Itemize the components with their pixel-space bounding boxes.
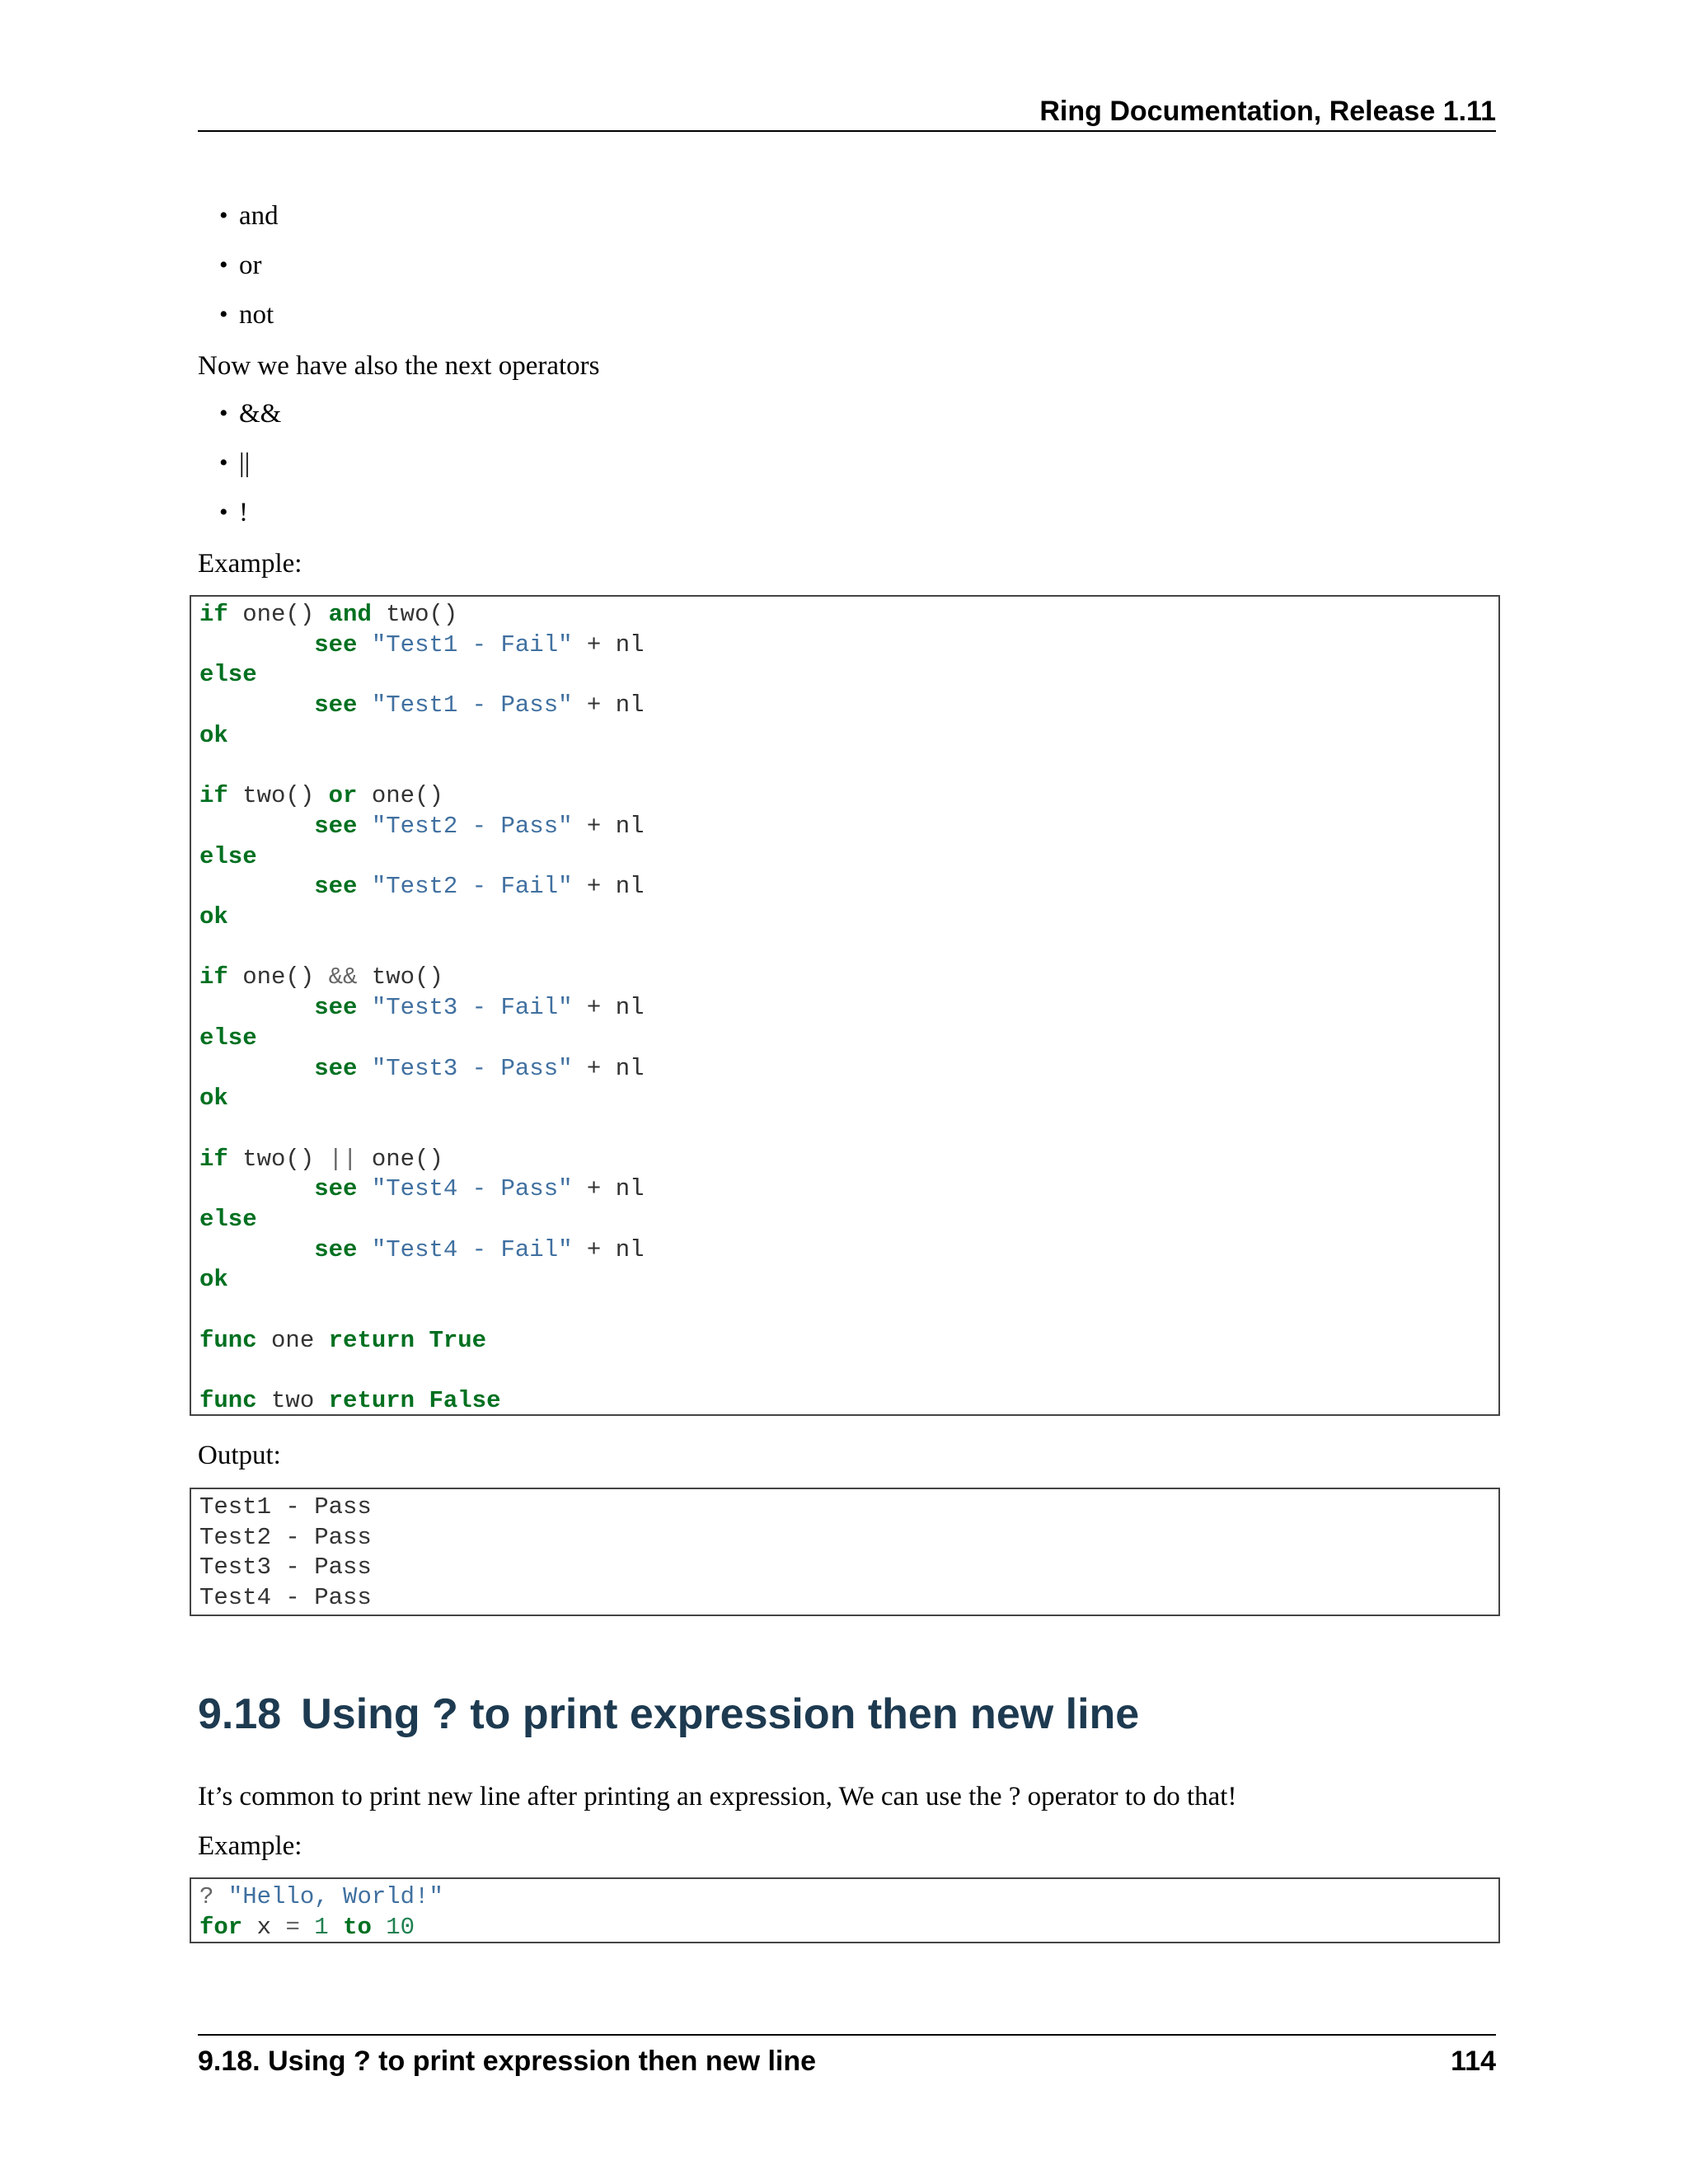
code-token: two() xyxy=(227,1145,329,1173)
code-token: && xyxy=(328,963,358,991)
list-item: • not xyxy=(239,290,279,340)
code-token: return xyxy=(328,1387,415,1415)
code-token: + nl xyxy=(572,1175,645,1203)
code-token: + nl xyxy=(572,1054,645,1082)
code-token xyxy=(329,1914,343,1941)
code-token: two xyxy=(256,1387,329,1415)
code-token: else xyxy=(199,661,257,689)
code-token: 10 xyxy=(386,1913,415,1941)
header-title: Ring Documentation, Release 1.11 xyxy=(1039,96,1496,127)
code-token: for xyxy=(199,1913,243,1941)
code-token: "Test1 - Pass" xyxy=(371,691,573,719)
example-label: Example: xyxy=(198,1831,302,1861)
code-token: one() xyxy=(357,1145,443,1173)
code-token xyxy=(199,813,314,840)
code-token xyxy=(357,873,371,900)
code-token xyxy=(415,1387,429,1414)
code-token: "Test3 - Pass" xyxy=(371,1054,573,1082)
code-token: one() xyxy=(227,601,329,628)
code-token xyxy=(213,1883,227,1910)
code-token: see xyxy=(314,1175,358,1203)
code-token xyxy=(357,1236,371,1263)
code-token xyxy=(357,631,371,658)
code-token: Test3 - Pass xyxy=(199,1554,372,1582)
code-token: 1 xyxy=(314,1913,329,1941)
code-token: "Test1 - Fail" xyxy=(371,630,573,658)
code-listing xyxy=(191,1879,1498,1943)
code-token: "Test3 - Fail" xyxy=(371,994,573,1022)
code-token: else xyxy=(199,842,257,870)
list-item: • ! xyxy=(239,488,281,537)
list-item: • && xyxy=(239,389,281,438)
code-token: ok xyxy=(199,903,228,931)
code-token xyxy=(199,873,314,900)
code-token: return xyxy=(328,1326,415,1354)
code-token: "Hello, World!" xyxy=(227,1883,443,1910)
code-token: else xyxy=(199,1206,257,1234)
code-token: see xyxy=(314,873,358,901)
code-block-output xyxy=(190,1488,1500,1616)
example-label: Example: xyxy=(198,549,302,579)
code-token: if xyxy=(199,782,228,810)
code-token: if xyxy=(199,601,228,628)
code-token: see xyxy=(314,691,358,719)
code-token: = xyxy=(285,1913,300,1941)
code-token: "Test4 - Fail" xyxy=(371,1235,573,1263)
code-token: + nl xyxy=(572,994,645,1022)
code-token: + nl xyxy=(572,873,645,901)
code-token: two() xyxy=(371,601,458,628)
code-token: + nl xyxy=(572,691,645,719)
footer-section: 9.18. Using ? to print expression then new line xyxy=(198,2046,817,2077)
code-token xyxy=(199,1175,314,1202)
code-token: ok xyxy=(199,721,228,749)
code-token: ? xyxy=(199,1883,214,1910)
code-token: else xyxy=(199,1024,257,1052)
code-token: or xyxy=(328,782,358,810)
code-token xyxy=(415,1327,429,1354)
code-token xyxy=(199,1236,314,1263)
logical-operators-list xyxy=(239,191,279,340)
list-item: • or xyxy=(239,241,279,290)
code-token: "Test4 - Pass" xyxy=(371,1175,573,1203)
code-token: one xyxy=(256,1326,329,1354)
code-token: x xyxy=(242,1913,286,1941)
list-item: • || xyxy=(239,438,281,488)
list-item: • and xyxy=(239,191,279,241)
code-token: True xyxy=(429,1326,487,1354)
code-token: two() xyxy=(357,963,443,991)
page-number: 114 xyxy=(1451,2046,1496,2077)
section-title: Using ? to print expression then new line xyxy=(301,1690,1140,1738)
output-label: Output: xyxy=(198,1441,281,1470)
page-header xyxy=(198,92,1496,132)
code-block-example-2 xyxy=(190,1877,1500,1943)
code-token xyxy=(357,813,371,840)
code-token: func xyxy=(199,1326,257,1354)
code-token xyxy=(199,994,314,1021)
code-token: + nl xyxy=(572,812,645,840)
code-token: func xyxy=(199,1387,257,1415)
code-token: one() xyxy=(357,782,443,810)
code-token: two() xyxy=(227,782,329,810)
code-token xyxy=(199,691,314,719)
code-token: + nl xyxy=(572,630,645,658)
page-footer xyxy=(198,2034,1496,2085)
code-token xyxy=(357,1175,371,1202)
code-token: see xyxy=(314,1235,358,1263)
intro-paragraph: Now we have also the next operators xyxy=(198,351,600,381)
code-token: if xyxy=(199,1145,228,1173)
code-token: and xyxy=(328,601,372,628)
code-token: Test1 - Pass xyxy=(199,1493,372,1521)
code-token xyxy=(199,631,314,658)
section-number: 9.18 xyxy=(198,1690,282,1738)
section-heading xyxy=(198,1685,1139,1743)
code-token: + nl xyxy=(572,1235,645,1263)
code-token xyxy=(199,1055,314,1082)
code-token: see xyxy=(314,1054,358,1082)
code-token: see xyxy=(314,630,358,658)
code-token: || xyxy=(328,1145,358,1173)
code-token: ok xyxy=(199,1266,228,1294)
code-token: if xyxy=(199,963,228,991)
code-token: "Test2 - Fail" xyxy=(371,873,573,901)
code-token: to xyxy=(343,1913,372,1941)
code-token xyxy=(357,994,371,1021)
code-token xyxy=(300,1914,314,1941)
new-operators-list xyxy=(239,389,281,537)
section-paragraph: It’s common to print new line after printing an expression, We can use the ? operator to do that! xyxy=(198,1782,1237,1811)
code-token: Test4 - Pass xyxy=(199,1584,372,1612)
code-token: False xyxy=(429,1387,501,1415)
code-token: Test2 - Pass xyxy=(199,1523,372,1551)
code-token: see xyxy=(314,994,358,1022)
code-token: see xyxy=(314,812,358,840)
code-token xyxy=(357,691,371,719)
code-token: "Test2 - Pass" xyxy=(371,812,573,840)
output-listing xyxy=(191,1489,1498,1614)
code-block-example xyxy=(190,595,1500,1416)
code-token: ok xyxy=(199,1085,228,1113)
code-token xyxy=(372,1914,386,1941)
code-token xyxy=(357,1055,371,1082)
code-listing xyxy=(191,597,1498,1417)
code-token: one() xyxy=(227,963,329,991)
